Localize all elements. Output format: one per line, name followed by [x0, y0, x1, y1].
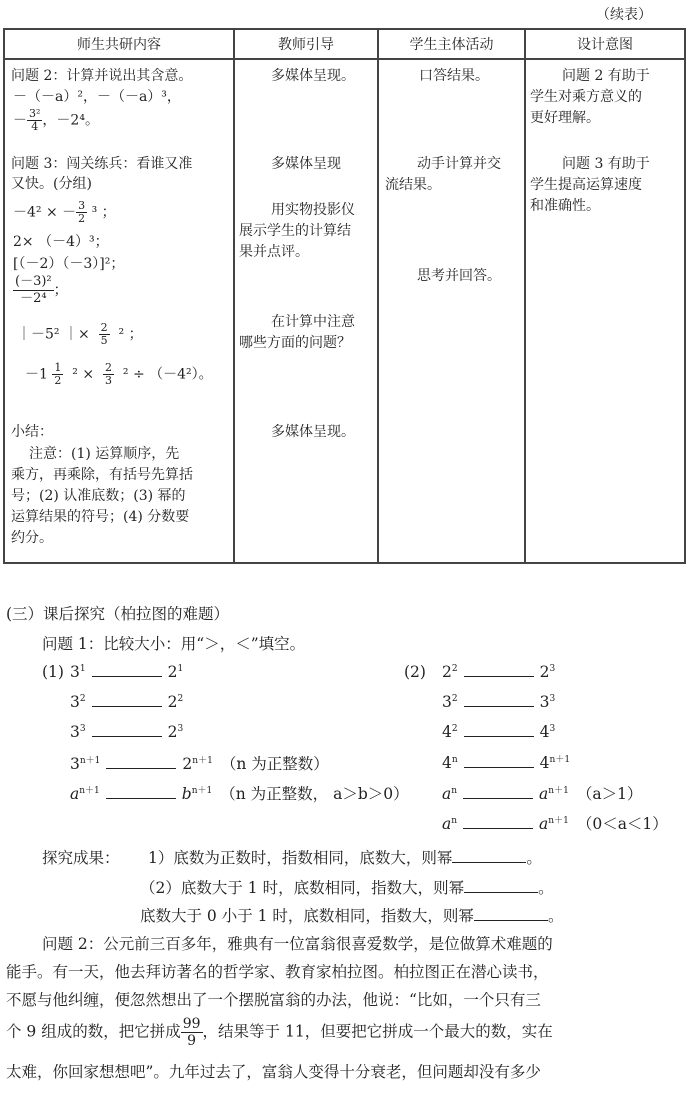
- summary-line: 号；(2) 认准底数；(3) 幂的: [11, 488, 186, 504]
- base: 3: [70, 755, 80, 773]
- intent-text: 问题 3 有助于: [562, 156, 650, 172]
- result-text: （2）底数大于 1 时，底数相同，指数大，则幂: [140, 879, 465, 897]
- base: 3: [70, 693, 80, 711]
- base: 4: [539, 723, 550, 741]
- fraction-numerator: 3: [78, 199, 86, 212]
- student-text: 口答结果。: [419, 68, 489, 84]
- fraction-numerator: 1: [54, 361, 62, 374]
- exponent: n: [451, 815, 458, 826]
- q2-expr-2: － $\frac{\text{3²}}{4}$ ，－2⁴。: [13, 107, 99, 133]
- exponent: 1: [177, 663, 184, 674]
- base: 2: [182, 755, 193, 773]
- exponent: 3: [549, 723, 556, 734]
- exponent: 2: [177, 693, 184, 704]
- q3-expr-4: [13, 274, 68, 307]
- table-header-row: [4, 29, 685, 59]
- base: 2: [167, 693, 178, 711]
- student-text: 动手计算并交: [417, 156, 501, 172]
- row-prefix: (1): [42, 663, 64, 681]
- q3-title-2: 又快。(分组): [11, 176, 92, 192]
- expr-part: ｜－5² ｜×: [17, 326, 90, 343]
- comparison-row: [42, 722, 183, 741]
- problem-1: 问题 1：比较大小：用“＞，＜”填空。: [42, 635, 306, 653]
- answer-blank[interactable]: [464, 692, 534, 707]
- teacher-text: 在计算中注意: [271, 314, 355, 330]
- comparison-row: [42, 782, 409, 804]
- fraction-denominator: 2: [54, 374, 62, 387]
- result-text: 1）底数为正数时，指数相同，底数大，则幂: [148, 849, 453, 867]
- fraction-denominator: 9: [187, 1033, 197, 1049]
- result-line-2: [140, 876, 554, 898]
- exponent: n＋1: [549, 755, 571, 765]
- exponent: 2: [451, 723, 458, 734]
- base: a: [442, 785, 452, 803]
- q2-expr-1: －（－a）²，－（－a）³，: [13, 89, 181, 105]
- answer-blank[interactable]: [463, 784, 533, 799]
- teacher-text: 多媒体呈现。: [271, 68, 355, 84]
- answer-blank[interactable]: [92, 722, 162, 737]
- exponent: 2: [451, 693, 458, 704]
- q3-expr-6: [25, 362, 213, 387]
- comparison-row: [404, 662, 555, 681]
- q3-expr-2: 2× （－4）³；: [13, 234, 109, 250]
- answer-blank[interactable]: [464, 753, 534, 768]
- result-line-3: [140, 904, 563, 926]
- base: 3: [442, 693, 452, 711]
- answer-blank[interactable]: [474, 906, 548, 921]
- expr-part: ³ ；: [91, 204, 116, 221]
- intent-text: 学生对乘方意义的: [530, 89, 642, 105]
- problem-2-line: 太难，你回家想想吧”。九年过去了，富翁人变得十分衰老，但问题却没有多少: [6, 1063, 541, 1081]
- summary-line: 运算结果的符号；(4) 分数要: [11, 509, 190, 525]
- exponent: 3: [177, 723, 184, 734]
- row-note: （n 为正整数， a＞b＞0）: [220, 785, 409, 803]
- problem-2-line: 能手。有一天，他去拜访著名的哲学家、教育家柏拉图。柏拉图正在潜心读书，: [6, 963, 549, 981]
- summary-line: 乘方，再乘除，有括号先算括: [11, 467, 193, 483]
- summary-title: 小结：: [11, 424, 53, 440]
- base: b: [181, 785, 192, 803]
- base: a: [539, 815, 549, 833]
- intent-text: 学生提高运算速度: [530, 177, 642, 193]
- expr-part: ² ÷ （－4²）。: [122, 366, 213, 383]
- fraction-denominator: 3: [104, 374, 112, 387]
- answer-blank[interactable]: [106, 754, 176, 769]
- exponent: n＋1: [548, 815, 569, 826]
- answer-blank[interactable]: [452, 848, 526, 863]
- base: a: [442, 815, 452, 833]
- comparison-row: [404, 812, 668, 834]
- exponent: n＋1: [191, 785, 213, 796]
- q2-title: 问题 2：计算并说出其含意。: [11, 68, 193, 84]
- answer-blank[interactable]: [464, 722, 534, 737]
- exponent: n＋1: [192, 755, 213, 766]
- base: 3: [539, 693, 550, 711]
- q2-expr-tail: ，－2⁴。: [42, 112, 99, 129]
- problem-2-line: [6, 1016, 553, 1049]
- table-body-row: [4, 59, 685, 563]
- fraction-denominator: 4: [31, 120, 39, 133]
- exponent: n: [451, 785, 458, 796]
- answer-blank[interactable]: [92, 662, 162, 677]
- result-label: 探究成果：: [42, 849, 120, 867]
- q3-expr-3: [（－2）（－3）]²；: [13, 256, 125, 272]
- comparison-row: [404, 692, 555, 711]
- base: 2: [539, 663, 550, 681]
- text-part: 个 9 组成的数，把它拼成: [6, 1022, 181, 1041]
- period: 。: [538, 879, 554, 897]
- exponent: n＋1: [79, 785, 100, 796]
- header-cell: 学生主体活动: [378, 29, 525, 59]
- exponent: 3: [549, 693, 556, 704]
- summary-line: 注意：(1) 运算顺序，先: [29, 446, 180, 462]
- exponent: n＋1: [79, 755, 101, 766]
- result-line-1: [148, 846, 542, 868]
- student-text: 思考并回答。: [417, 268, 501, 284]
- header-cell: 教师引导: [234, 29, 378, 59]
- q3-expr-1: －4² × － $\frac{3}{2}$ ³ ；: [13, 199, 116, 225]
- q3-title-1: 问题 3：闯关练兵：看谁又准: [11, 156, 193, 172]
- answer-blank[interactable]: [464, 878, 538, 893]
- expr-part: ² ；: [118, 326, 143, 343]
- intent-text: 和准确性。: [530, 198, 600, 214]
- period: 。: [547, 907, 564, 925]
- comparison-row: [404, 722, 555, 741]
- comparison-row: [42, 692, 183, 711]
- expr-part: －4² ×: [13, 204, 58, 221]
- base: 3: [70, 723, 80, 741]
- comparison-row: [404, 752, 570, 772]
- comparison-row: [404, 782, 642, 804]
- teacher-text: 展示学生的计算结: [239, 223, 351, 239]
- comparison-row: [42, 752, 329, 774]
- period: 。: [526, 849, 542, 867]
- fraction-numerator: 99: [182, 1016, 201, 1032]
- intent-text: 问题 2 有助于: [562, 68, 650, 84]
- expr-part: ² ×: [72, 366, 95, 383]
- teacher-text: 用实物投影仪: [271, 202, 355, 218]
- answer-blank[interactable]: [464, 662, 534, 677]
- problem-2-line: 不愿与他纠缠，便忽然想出了一个摆脱富翁的办法，他说：“比如，一个只有三: [6, 991, 541, 1009]
- fraction-numerator: 3²: [29, 107, 41, 120]
- base: 2: [167, 723, 178, 741]
- fraction-denominator: 2: [78, 212, 86, 225]
- exponent: n＋1: [548, 785, 569, 796]
- intent-column: [525, 59, 685, 563]
- fraction-numerator: 2: [104, 361, 112, 374]
- base: 2: [167, 663, 178, 681]
- row-prefix: (2): [404, 663, 426, 681]
- section-heading: (三）课后探究（柏拉图的难题）: [6, 605, 230, 623]
- q3-expr-5: [17, 322, 143, 347]
- row-note: （n 为正整数）: [220, 755, 329, 773]
- exponent: n: [451, 755, 458, 765]
- answer-blank[interactable]: [92, 692, 162, 707]
- teacher-text: 多媒体呈现。: [271, 424, 355, 440]
- student-text: 流结果。: [385, 177, 441, 193]
- summary-line: 约分。: [11, 530, 53, 546]
- expr-part: －1: [25, 366, 48, 383]
- comparison-row: [42, 662, 183, 681]
- base: 4: [442, 754, 452, 773]
- row-note: （0＜a＜1）: [576, 815, 668, 833]
- base: a: [539, 785, 549, 803]
- answer-blank[interactable]: [463, 814, 533, 829]
- intent-text: 更好理解。: [530, 110, 600, 126]
- base: a: [70, 785, 80, 803]
- fraction-numerator: (－3)²: [15, 274, 52, 289]
- base: 2: [442, 663, 452, 681]
- header-cell: 设计意图: [525, 29, 685, 59]
- header-cell: 师生共研内容: [4, 29, 234, 59]
- lesson-table: [3, 28, 686, 564]
- fraction-numerator: 2: [100, 321, 108, 334]
- exponent: 2: [79, 693, 86, 704]
- teacher-text: 哪些方面的问题？: [239, 335, 351, 351]
- exponent: 1: [79, 663, 86, 674]
- exponent: 3: [79, 723, 86, 734]
- result-text: 底数大于 0 小于 1 时，底数相同，指数大，则幂: [140, 907, 474, 925]
- fraction-denominator: 5: [100, 334, 108, 347]
- teacher-text: 多媒体呈现: [271, 156, 341, 172]
- base: 3: [70, 663, 80, 681]
- teacher-column: [234, 59, 378, 563]
- expr-part: ；: [53, 282, 68, 299]
- continued-label: （续表）: [596, 7, 652, 23]
- student-column: [378, 59, 525, 563]
- fraction-denominator: －2⁴: [20, 291, 47, 306]
- answer-blank[interactable]: [106, 784, 176, 799]
- content-column: [4, 59, 234, 563]
- exponent: 2: [451, 663, 458, 674]
- row-note: （a＞1）: [576, 785, 643, 803]
- base: 4: [539, 754, 550, 773]
- text-part: ，结果等于 11，但要把它拼成一个最大的数，实在: [202, 1022, 553, 1041]
- problem-2-line: 问题 2：公元前三百多年，雅典有一位富翁很喜爱数学，是位做算术难题的: [42, 935, 553, 953]
- base: 4: [442, 723, 452, 741]
- teacher-text: 果并点评。: [239, 244, 309, 260]
- exponent: 3: [549, 663, 556, 674]
